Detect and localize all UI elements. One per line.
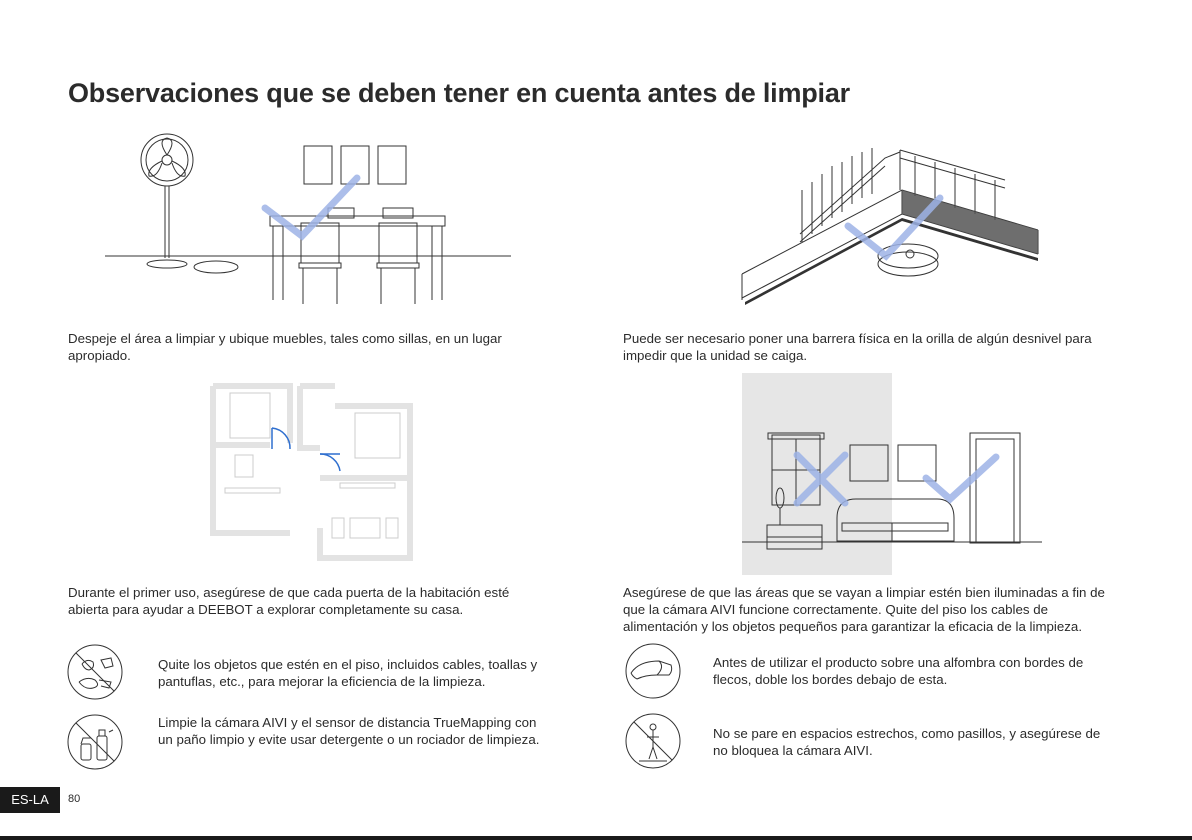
no-spray-icon [67,714,123,770]
barrier-instruction: Puede ser necesario poner una barrera física en la orilla de algún desnivel para impedir que la unidad se caiga. [623,331,1092,363]
page-title: Observaciones que se deben tener en cuenta antes de limpiar [68,78,850,108]
dining-room-illustration [105,128,515,308]
tip-no-spray: Limpie la cámara AIVI y el sensor de distancia TrueMapping con un paño limpio y evite usar detergente o un rociador de limpieza. [158,715,540,747]
clear-area-instruction: Despeje el área a limpiar y ubique muebles, tales como sillas, en un lugar apropiado. [68,331,502,363]
doors-instruction: Durante el primer uso, asegúrese de que cada puerta de la habitación esté abierta para ayudar a DEEBOT a explorar completamente su casa. [68,585,510,617]
tip-floor-objects: Quite los objetos que estén en el piso, incluidos cables, toallas y pantuflas, etc., para mejorar la eficiencia de la limpieza. [158,657,538,689]
bottom-rule [0,836,1192,840]
floor-plan-illustration [210,383,416,563]
language-badge: ES-LA [0,787,60,813]
lighting-instruction: Asegúrese de que las áreas que se vayan a limpiar estén bien iluminadas a fin de que la cámara AIVI funcione correctamente. Quite del piso los cables de alimentación y los objetos pequeños para garantizar la eficacia de la limpieza. [623,585,1105,634]
no-floor-objects-icon [67,644,123,700]
tip-carpet-fringe: Antes de utilizar el producto sobre una alfombra con bordes de flecos, doble los bordes debajo de esta. [713,655,1084,687]
page-number: 80 [68,793,81,805]
lighting-room-illustration [742,373,1044,575]
tip-no-standing: No se pare en espacios estrechos, como pasillos, y asegúrese de no bloquea la cámara AIVI. [713,726,1101,758]
carpet-fringe-icon [625,643,681,699]
stair-barrier-illustration [740,138,1040,308]
no-standing-icon [625,713,681,769]
